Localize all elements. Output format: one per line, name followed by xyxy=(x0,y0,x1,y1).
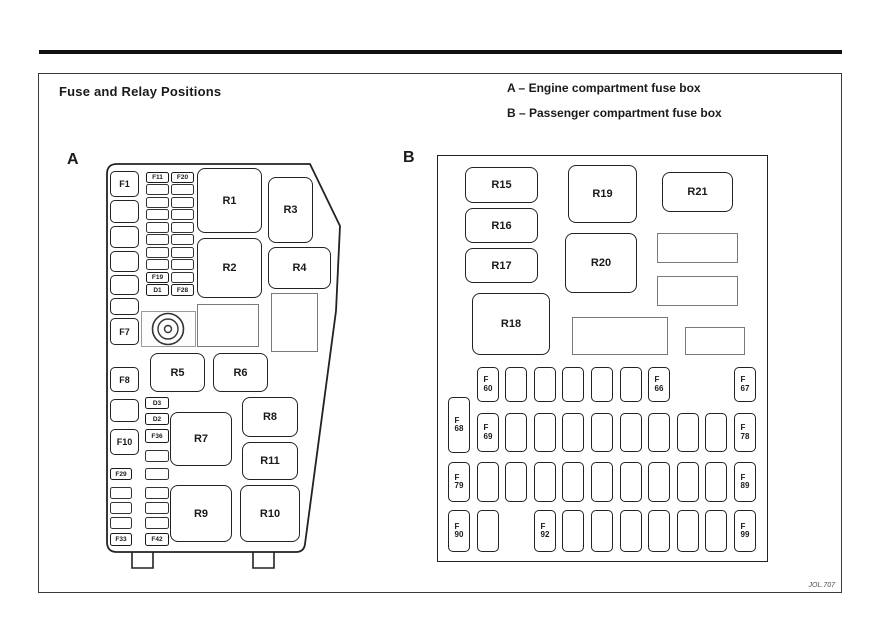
fuse-cell xyxy=(620,510,642,552)
fuse-f36: F36 xyxy=(145,429,169,443)
fuse-f10: F10 xyxy=(110,429,139,455)
fuse-f69: F 69 xyxy=(477,413,499,452)
top-rule xyxy=(39,50,842,54)
fuse-cell xyxy=(591,367,613,402)
fuse-cell xyxy=(505,367,527,402)
fuse-f92: F 92 xyxy=(534,510,556,552)
fuse-cell xyxy=(562,367,584,402)
power-stud-icon xyxy=(148,309,188,349)
fuse-cell xyxy=(110,502,132,514)
fuse-cell xyxy=(648,462,670,502)
fuse-cell xyxy=(110,200,139,223)
fuse-cell xyxy=(562,413,584,452)
fuse-cell xyxy=(145,468,169,480)
fuse-cell xyxy=(171,197,194,208)
fuse-cell xyxy=(171,184,194,195)
fuse-cell xyxy=(648,510,670,552)
relay-r21: R21 xyxy=(662,172,733,212)
fuse-cell xyxy=(648,413,670,452)
blank-slot xyxy=(657,276,738,306)
relay-r11: R11 xyxy=(242,442,298,480)
blank-slot xyxy=(572,317,668,355)
legend-engine-fusebox: A – Engine compartment fuse box xyxy=(507,81,701,95)
fuse-cell xyxy=(534,367,556,402)
fuse-cell xyxy=(677,510,699,552)
fuse-cell xyxy=(145,517,169,529)
fuse-f8: F8 xyxy=(110,367,139,392)
relay-r18: R18 xyxy=(472,293,550,355)
fuse-cell xyxy=(171,272,194,283)
fuse-cell xyxy=(146,259,169,270)
relay-r16: R16 xyxy=(465,208,538,243)
fuse-cell xyxy=(620,462,642,502)
legend-passenger-fusebox: B – Passenger compartment fuse box xyxy=(507,106,722,120)
fuse-cell xyxy=(171,259,194,270)
figure-code: JOL.707 xyxy=(808,582,835,589)
fuse-f11: F11 xyxy=(146,172,169,183)
fuse-f68: F 68 xyxy=(448,397,470,453)
fuse-f79: F 79 xyxy=(448,462,470,502)
fuse-cell xyxy=(562,462,584,502)
relay-r19: R19 xyxy=(568,165,637,223)
relay-r7: R7 xyxy=(170,412,232,466)
fuse-f60: F 60 xyxy=(477,367,499,402)
fuse-cell xyxy=(705,510,727,552)
relay-r9: R9 xyxy=(170,485,232,542)
fuse-cell xyxy=(110,275,139,295)
fuse-f90: F 90 xyxy=(448,510,470,552)
fuse-f99: F 99 xyxy=(734,510,756,552)
fuse-cell xyxy=(145,487,169,499)
fuse-f89: F 89 xyxy=(734,462,756,502)
fuse-cell xyxy=(677,462,699,502)
figure-title: Fuse and Relay Positions xyxy=(59,84,222,99)
mounting-tab-right xyxy=(253,552,274,568)
fuse-cell xyxy=(705,413,727,452)
fuse-cell xyxy=(171,247,194,258)
fuse-f33: F33 xyxy=(110,533,132,546)
fuse-cell xyxy=(620,367,642,402)
fuse-cell xyxy=(477,510,499,552)
fuse-f28: F28 xyxy=(171,284,194,296)
fuse-d2: D2 xyxy=(145,413,169,425)
fuse-cell xyxy=(146,234,169,245)
fuse-cell xyxy=(534,462,556,502)
fuse-d3: D3 xyxy=(145,397,169,409)
fuse-cell xyxy=(146,209,169,220)
fuse-cell xyxy=(145,502,169,514)
fuse-cell xyxy=(145,450,169,462)
fuse-cell xyxy=(620,413,642,452)
fuse-d1: D1 xyxy=(146,284,169,296)
fuse-f67: F 67 xyxy=(734,367,756,402)
fuse-f29: F29 xyxy=(110,468,132,480)
fuse-cell xyxy=(146,222,169,233)
fuse-cell xyxy=(505,462,527,502)
fuse-cell xyxy=(505,413,527,452)
relay-r17: R17 xyxy=(465,248,538,283)
relay-r15: R15 xyxy=(465,167,538,203)
fuse-cell xyxy=(591,462,613,502)
fuse-cell xyxy=(534,413,556,452)
fuse-f7: F7 xyxy=(110,318,139,345)
relay-r4: R4 xyxy=(268,247,331,289)
box-a-label: A xyxy=(67,151,79,168)
fuse-cell xyxy=(146,184,169,195)
fuse-cell xyxy=(146,247,169,258)
fuse-f78: F 78 xyxy=(734,413,756,452)
relay-r8: R8 xyxy=(242,397,298,437)
relay-r3: R3 xyxy=(268,177,313,243)
fuse-cell xyxy=(171,234,194,245)
fuse-cell xyxy=(171,222,194,233)
fuse-cell xyxy=(677,413,699,452)
fuse-cell xyxy=(171,209,194,220)
fuse-cell xyxy=(591,510,613,552)
fuse-cell xyxy=(110,298,139,315)
relay-r10: R10 xyxy=(240,485,300,542)
fuse-f1: F1 xyxy=(110,171,139,197)
fuse-cell xyxy=(705,462,727,502)
fuse-cell xyxy=(591,413,613,452)
blank-slot xyxy=(271,293,318,352)
fuse-cell xyxy=(110,399,139,422)
fuse-cell xyxy=(146,197,169,208)
fuse-f42: F42 xyxy=(145,533,169,546)
fuse-cell xyxy=(562,510,584,552)
relay-r5: R5 xyxy=(150,353,205,392)
fuse-cell xyxy=(110,517,132,529)
relay-r2: R2 xyxy=(197,238,262,298)
fuse-cell xyxy=(110,251,139,272)
fuse-f19: F19 xyxy=(146,272,169,283)
fuse-cell xyxy=(477,462,499,502)
relay-r6: R6 xyxy=(213,353,268,392)
blank-slot xyxy=(197,304,259,347)
fuse-cell xyxy=(110,487,132,499)
fuse-f66: F 66 xyxy=(648,367,670,402)
fuse-cell xyxy=(110,226,139,248)
mounting-tab-left xyxy=(132,552,153,568)
relay-r20: R20 xyxy=(565,233,637,293)
blank-slot xyxy=(657,233,738,263)
relay-r1: R1 xyxy=(197,168,262,233)
box-b-label: B xyxy=(403,149,415,166)
fuse-f20: F20 xyxy=(171,172,194,183)
blank-slot xyxy=(685,327,745,355)
